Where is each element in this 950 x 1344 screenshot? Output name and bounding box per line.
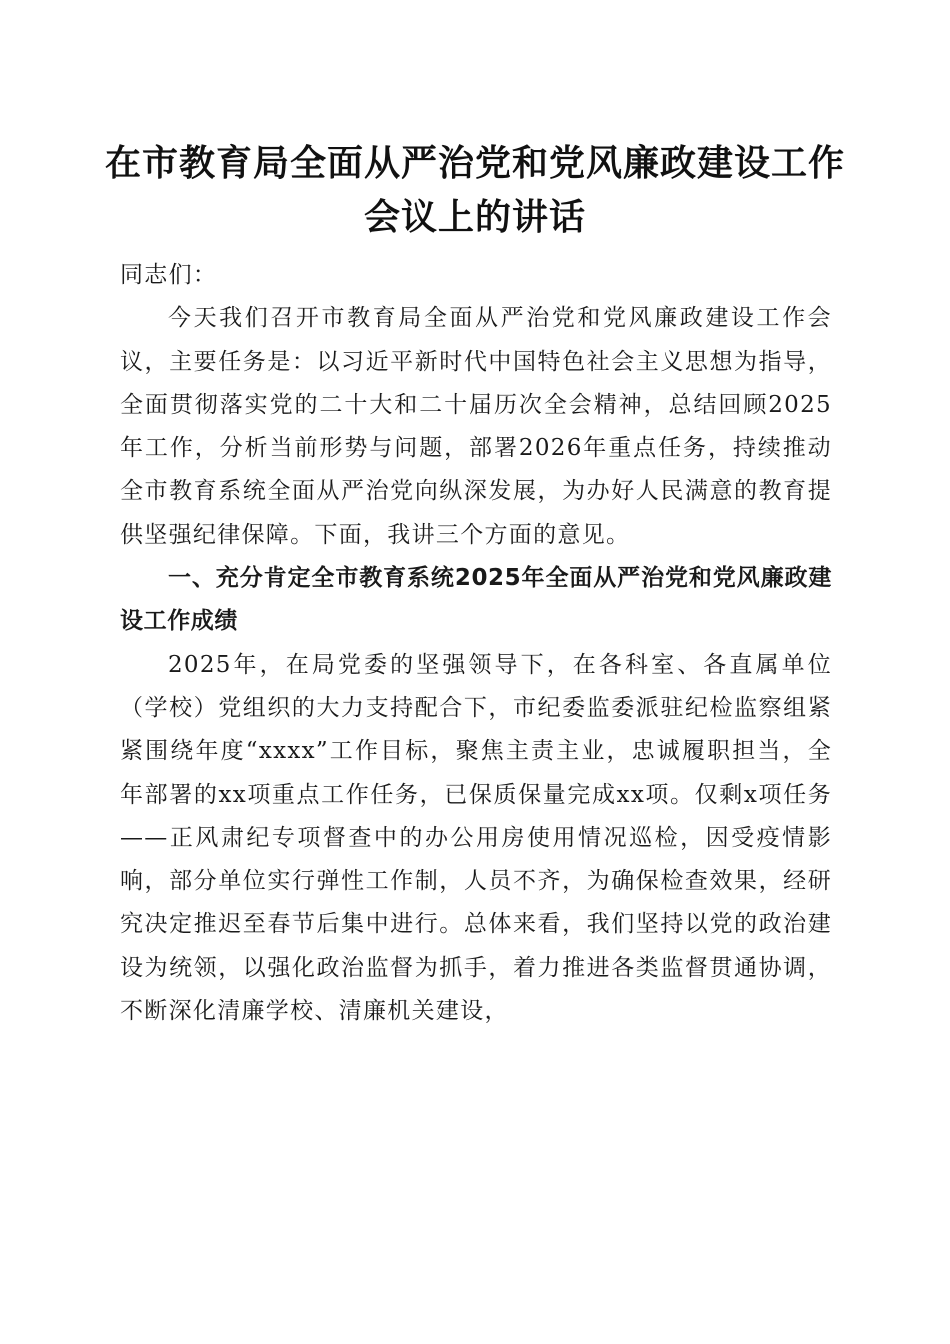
salutation: 同志们： bbox=[120, 262, 218, 288]
title-line-2: 会议上的讲话 bbox=[363, 196, 586, 238]
section-heading-1: 一、充分肯定全市教育系统2025年全面从严治党和党风廉政建设工作成绩 bbox=[120, 565, 832, 635]
intro-paragraph: 今天我们召开市教育局全面从严治党和党风廉政建设工作会议，主要任务是：以习近平新时代中国特色社会主义思想为指导，全面贯彻落实党的二十大和二十届历次全会精神，总结回顾2025年工作，分析当前形势与问题，部署2026年重点任务，持续推动全市教育系统全面从严治党向纵深发展，为办好人民满意的教育提供坚强纪律保障。下面，我讲三个方面的意见。 bbox=[120, 305, 832, 548]
title-line-1: 在市教育局全面从严治党和党风廉政建设工作 bbox=[104, 142, 845, 184]
document-body bbox=[120, 254, 832, 1033]
section-1-paragraph: 2025年，在局党委的坚强领导下，在各科室、各直属单位（学校）党组织的大力支持配合下，市纪委监委派驻纪检监察组紧紧围绕年度“xxxx”工作目标，聚焦主责主业，忠诚履职担当，全年部署的xx项重点工作任务，已保质保量完成xx项。仅剩x项任务——正风肃纪专项督查中的办公用房使用情况巡检，因受疫情影响，部分单位实行弹性工作制，人员不齐，为确保检查效果，经研究决定推迟至春节后集中进行。总体来看，我们坚持以党的政治建设为统领，以强化政治监督为抓手，着力推进各类监督贯通协调，不断深化清廉学校、清廉机关建设， bbox=[120, 651, 832, 1025]
document-title bbox=[100, 136, 850, 244]
